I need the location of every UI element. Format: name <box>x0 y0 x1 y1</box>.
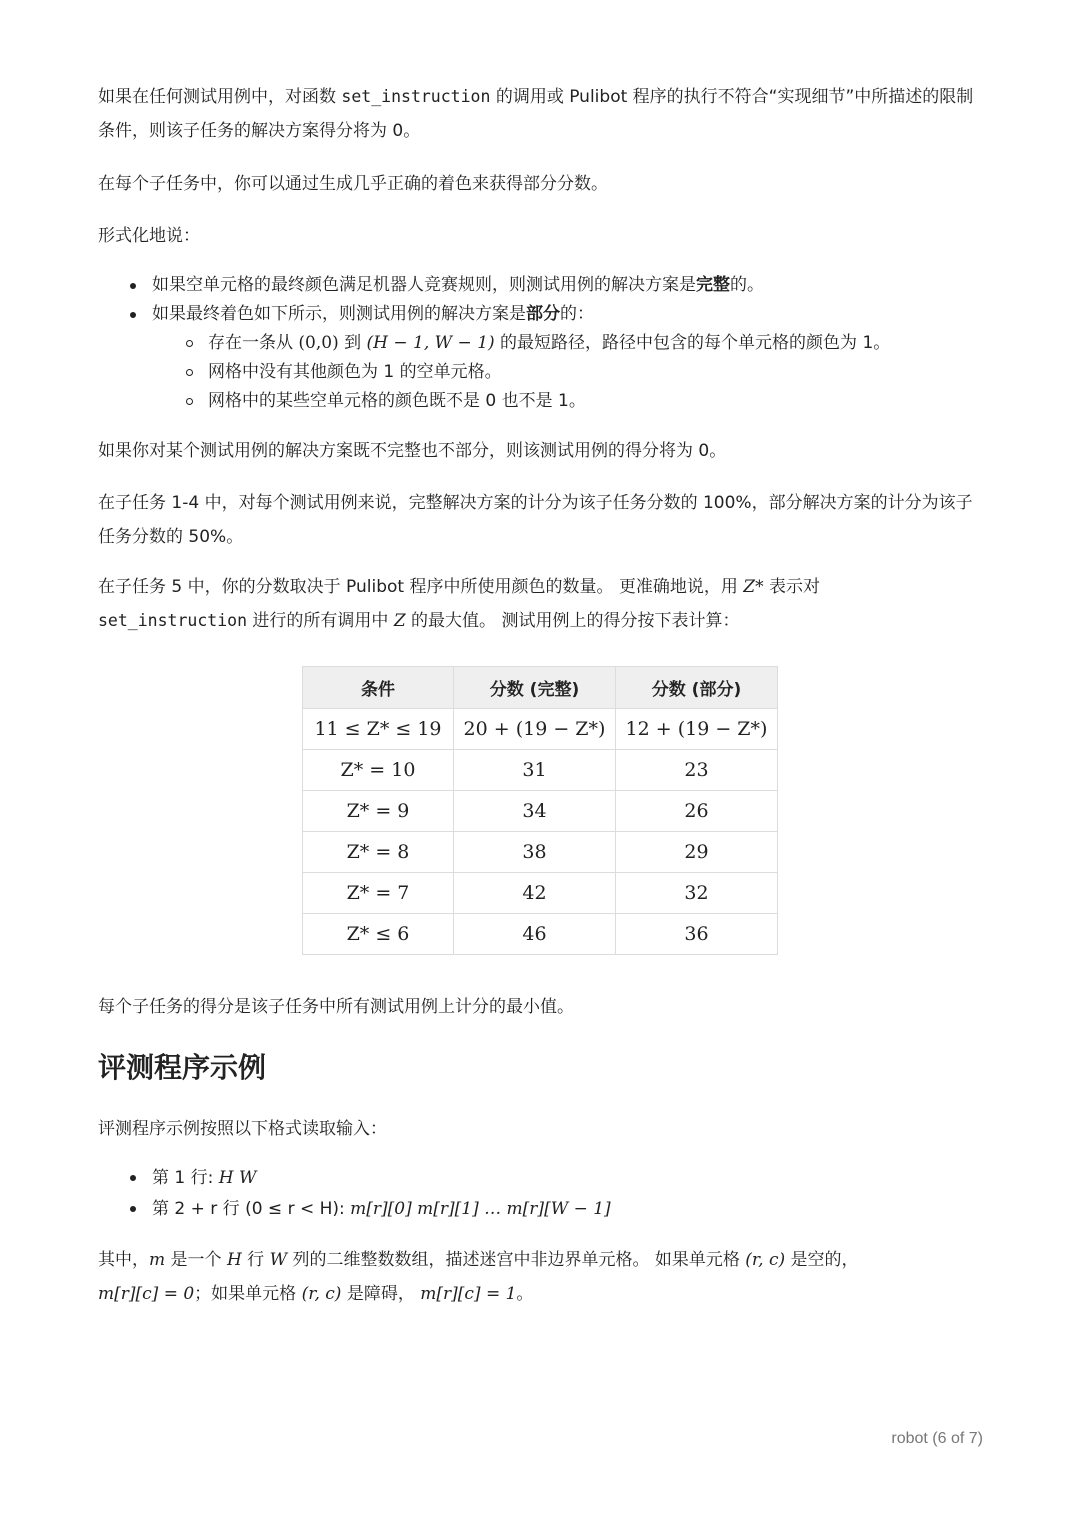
list-item-complete <box>98 271 983 300</box>
text: 如果空单元格的最终颜色满足机器人竞赛规则，则测试用例的解决方案是 <box>152 275 696 295</box>
text: 到 <box>338 333 367 353</box>
cell-partial: 36 <box>616 914 778 955</box>
table-row <box>303 914 778 955</box>
math: (r, c) <box>301 1284 342 1304</box>
paragraph-matrix-description <box>98 1243 983 1311</box>
text: 在子任务 5 中，你的分数取决于 Pulibot 程序中所使用颜色的数量。 更准确地说，用 <box>98 577 744 597</box>
math-z: Z <box>393 611 406 631</box>
text: 行 <box>241 1250 270 1270</box>
math: m[r][0] m[r][1] … m[r][W − 1] <box>350 1199 611 1219</box>
text: 如果最终着色如下所示，则测试用例的解决方案是 <box>152 304 526 324</box>
math: (r, c) <box>745 1250 786 1270</box>
header-score-complete: 分数 (完整) <box>454 667 616 709</box>
cell-condition: Z* = 10 <box>303 750 454 791</box>
math: m[r][c] = 1 <box>420 1284 517 1304</box>
header-condition: 条件 <box>303 667 454 709</box>
cell-condition: 11 ≤ Z* ≤ 19 <box>303 709 454 750</box>
text: 第 2 + r 行 (0 ≤ r < H): <box>152 1199 351 1219</box>
text: 评测程序示例按照以下格式读取输入： <box>98 1119 387 1139</box>
text: 的最短路径，路径中包含的每个单元格的颜色为 1。 <box>494 333 891 353</box>
text: 是空的， <box>785 1250 859 1270</box>
text: 其中， <box>98 1250 149 1270</box>
paragraph-zero-score <box>98 434 983 468</box>
text: ；如果单元格 <box>194 1284 302 1304</box>
list-item-partial <box>98 300 983 416</box>
table-header-row <box>303 667 778 709</box>
input-format-list <box>98 1163 983 1225</box>
text: 在每个子任务中，你可以通过生成几乎正确的着色来获得部分分数。 <box>98 174 608 194</box>
table-row <box>303 750 778 791</box>
text: 网格中没有其他颜色为 1 的空单元格。 <box>208 362 502 382</box>
cell-condition: Z* ≤ 6 <box>303 914 454 955</box>
text: 如果在任何测试用例中，对函数 <box>98 87 342 107</box>
paragraph-minimum-score <box>98 990 983 1024</box>
criteria-list <box>98 271 983 416</box>
text: 每个子任务的得分是该子任务中所有测试用例上计分的最小值。 <box>98 997 574 1017</box>
cell-complete: 34 <box>454 791 616 832</box>
cell-partial: 12 + (19 − Z*) <box>616 709 778 750</box>
table-row <box>303 791 778 832</box>
math-z-star: Z* <box>743 577 764 597</box>
table-row <box>303 832 778 873</box>
code-set-instruction: set_instruction <box>341 87 491 106</box>
math: H W <box>218 1168 257 1188</box>
bold-text: 部分 <box>526 304 560 324</box>
text: 网格中的某些空单元格的颜色既不是 0 也不是 1。 <box>208 391 586 411</box>
math: H <box>226 1250 242 1270</box>
text: 在子任务 1-4 中，对每个测试用例来说，完整解决方案的计分为该子任务分数的 100%，部分解决方案的计分为该子任务分数的 50%。 <box>98 493 973 547</box>
cell-complete: 46 <box>454 914 616 955</box>
text: 是一个 <box>165 1250 227 1270</box>
paragraph-subtasks-1-4 <box>98 486 983 554</box>
math: W <box>269 1250 288 1270</box>
section-heading-sample-grader: 评测程序示例 <box>98 1051 267 1084</box>
cell-complete: 31 <box>454 750 616 791</box>
cell-complete: 42 <box>454 873 616 914</box>
text: 进行的所有调用中 <box>247 611 394 631</box>
cell-partial: 26 <box>616 791 778 832</box>
text: 列的二维整数数组，描述迷宫中非边界单元格。 如果单元格 <box>287 1250 746 1270</box>
text: 存在一条从 <box>208 333 299 353</box>
cell-complete: 38 <box>454 832 616 873</box>
header-score-partial: 分数 (部分) <box>616 667 778 709</box>
cell-condition: Z* = 7 <box>303 873 454 914</box>
code-set-instruction: set_instruction <box>98 611 248 630</box>
text: 的最大值。 测试用例上的得分按下表计算： <box>405 611 740 631</box>
paragraph-subtask-5 <box>98 570 983 638</box>
paragraph-formally <box>98 219 983 253</box>
cell-condition: Z* = 9 <box>303 791 454 832</box>
cell-partial: 32 <box>616 873 778 914</box>
text: 的。 <box>730 275 764 295</box>
text: 第 1 行: <box>152 1168 219 1188</box>
math: (0,0) <box>298 333 339 353</box>
list-item-line-1 <box>98 1163 983 1194</box>
text: 的调用或 Pulibot 程序的执行不符合“实现细节”中所描述的限制条件，则该子任务的解决方案得分将为 0。 <box>98 87 974 141</box>
bold-text: 完整 <box>696 275 730 295</box>
list-item-line-2 <box>98 1194 983 1225</box>
text: 的： <box>560 304 594 324</box>
sub-item-some-cells <box>98 387 983 416</box>
page-footer: robot (6 of 7) <box>891 1430 983 1447</box>
math: (H − 1, W − 1) <box>366 333 495 353</box>
sub-item-no-other <box>98 358 983 387</box>
math: m[r][c] = 0 <box>98 1284 195 1304</box>
text: 表示对 <box>763 577 820 597</box>
paragraph-partial-score <box>98 167 983 201</box>
text: 是障碍， <box>341 1284 421 1304</box>
text: 。 <box>516 1284 534 1304</box>
cell-condition: Z* = 8 <box>303 832 454 873</box>
text: 形式化地说： <box>98 226 200 246</box>
paragraph-input-format <box>98 1112 983 1146</box>
sub-item-shortest-path <box>98 329 983 358</box>
cell-complete: 20 + (19 − Z*) <box>454 709 616 750</box>
paragraph-implementation-rules <box>98 80 983 148</box>
math: m <box>149 1250 166 1270</box>
table-row <box>303 873 778 914</box>
table-row <box>303 709 778 750</box>
text: 如果你对某个测试用例的解决方案既不完整也不部分，则该测试用例的得分将为 0。 <box>98 441 727 461</box>
scoring-table <box>302 666 778 955</box>
cell-partial: 29 <box>616 832 778 873</box>
cell-partial: 23 <box>616 750 778 791</box>
